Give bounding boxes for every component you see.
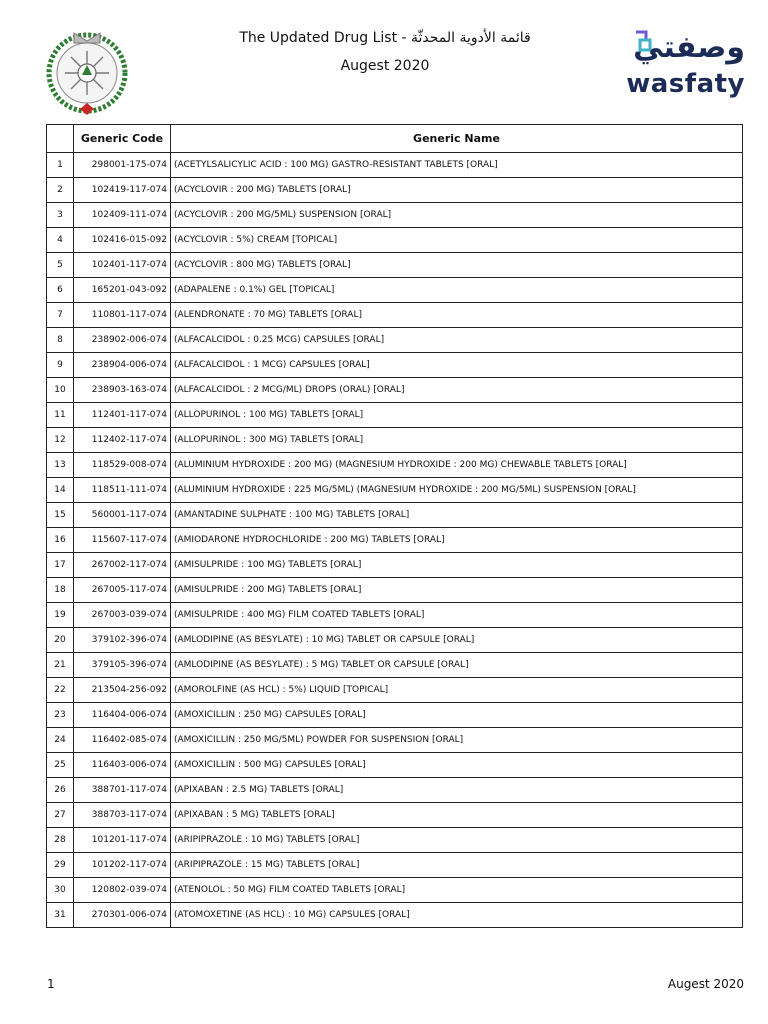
column-header-index (47, 125, 74, 153)
row-number: 26 (47, 778, 74, 803)
row-number: 11 (47, 403, 74, 428)
generic-code-cell: 102419-117-074 (74, 178, 171, 203)
generic-name-cell: (ALLOPURINOL : 100 MG) TABLETS [ORAL] (171, 403, 743, 428)
generic-code-cell: 118529-008-074 (74, 453, 171, 478)
generic-code-cell: 101201-117-074 (74, 828, 171, 853)
row-number: 14 (47, 478, 74, 503)
generic-code-cell: 102409-111-074 (74, 203, 171, 228)
generic-code-cell: 388703-117-074 (74, 803, 171, 828)
table-row (47, 778, 743, 803)
generic-code-cell: 267003-039-074 (74, 603, 171, 628)
row-number: 7 (47, 303, 74, 328)
table-row (47, 353, 743, 378)
column-header-generic-name: Generic Name (171, 125, 743, 153)
generic-name-cell: (ADAPALENE : 0.1%) GEL [TOPICAL] (171, 278, 743, 303)
table-row (47, 528, 743, 553)
row-number: 19 (47, 603, 74, 628)
row-number: 4 (47, 228, 74, 253)
logo-english-text: wasfaty (626, 69, 745, 99)
table-row (47, 303, 743, 328)
generic-code-cell: 116404-006-074 (74, 703, 171, 728)
generic-name-cell: (ALFACALCIDOL : 0.25 MCG) CAPSULES [ORAL] (171, 328, 743, 353)
generic-name-cell: (ALENDRONATE : 70 MG) TABLETS [ORAL] (171, 303, 743, 328)
emblem-logo (44, 27, 130, 115)
table-row (47, 253, 743, 278)
generic-code-cell: 101202-117-074 (74, 853, 171, 878)
generic-code-cell: 379102-396-074 (74, 628, 171, 653)
page-subtitle: Augest 2020 (340, 58, 430, 74)
table-row (47, 378, 743, 403)
generic-name-cell: (AMLODIPINE (AS BESYLATE) : 10 MG) TABLET OR CAPSULE [ORAL] (171, 628, 743, 653)
row-number: 21 (47, 653, 74, 678)
row-number: 23 (47, 703, 74, 728)
row-number: 27 (47, 803, 74, 828)
row-number: 18 (47, 578, 74, 603)
row-number: 8 (47, 328, 74, 353)
generic-name-cell: (ACYCLOVIR : 800 MG) TABLETS [ORAL] (171, 253, 743, 278)
row-number: 12 (47, 428, 74, 453)
table-row (47, 653, 743, 678)
row-number: 28 (47, 828, 74, 853)
row-number: 16 (47, 528, 74, 553)
generic-code-cell: 112402-117-074 (74, 428, 171, 453)
generic-code-cell: 102416-015-092 (74, 228, 171, 253)
row-number: 9 (47, 353, 74, 378)
table-row (47, 278, 743, 303)
generic-code-cell: 388701-117-074 (74, 778, 171, 803)
generic-name-cell: (AMANTADINE SULPHATE : 100 MG) TABLETS [ORAL] (171, 503, 743, 528)
table-header-row (47, 125, 743, 153)
generic-code-cell: 267002-117-074 (74, 553, 171, 578)
generic-name-cell: (AMIODARONE HYDROCHLORIDE : 200 MG) TABLETS [ORAL] (171, 528, 743, 553)
generic-code-cell: 238903-163-074 (74, 378, 171, 403)
generic-name-cell: (ALLOPURINOL : 300 MG) TABLETS [ORAL] (171, 428, 743, 453)
generic-name-cell: (AMISULPRIDE : 100 MG) TABLETS [ORAL] (171, 553, 743, 578)
table-row (47, 153, 743, 178)
generic-name-cell: (ALUMINIUM HYDROXIDE : 200 MG) (MAGNESIUM HYDROXIDE : 200 MG) CHEWABLE TABLETS [ORAL] (171, 453, 743, 478)
table-row (47, 603, 743, 628)
table-row (47, 478, 743, 503)
generic-name-cell: (ALFACALCIDOL : 2 MCG/ML) DROPS (ORAL) [ORAL] (171, 378, 743, 403)
generic-code-cell: 118511-111-074 (74, 478, 171, 503)
row-number: 1 (47, 153, 74, 178)
row-number: 25 (47, 753, 74, 778)
table-row (47, 828, 743, 853)
row-number: 29 (47, 853, 74, 878)
table-row (47, 328, 743, 353)
row-number: 3 (47, 203, 74, 228)
table-row (47, 678, 743, 703)
table-row (47, 578, 743, 603)
table-row (47, 853, 743, 878)
generic-code-cell: 116403-006-074 (74, 753, 171, 778)
row-number: 24 (47, 728, 74, 753)
generic-name-cell: (ACETYLSALICYLIC ACID : 100 MG) GASTRO-RESISTANT TABLETS [ORAL] (171, 153, 743, 178)
generic-name-cell: (AMLODIPINE (AS BESYLATE) : 5 MG) TABLET OR CAPSULE [ORAL] (171, 653, 743, 678)
generic-code-cell: 110801-117-074 (74, 303, 171, 328)
table-row (47, 753, 743, 778)
generic-name-cell: (ACYCLOVIR : 5%) CREAM [TOPICAL] (171, 228, 743, 253)
generic-name-cell: (APIXABAN : 5 MG) TABLETS [ORAL] (171, 803, 743, 828)
generic-name-cell: (AMOXICILLIN : 250 MG) CAPSULES [ORAL] (171, 703, 743, 728)
generic-code-cell: 120802-039-074 (74, 878, 171, 903)
page-number: 1 (47, 977, 55, 991)
table-row (47, 628, 743, 653)
title-block (200, 30, 570, 74)
generic-name-cell: (ARIPIPRAZOLE : 15 MG) TABLETS [ORAL] (171, 853, 743, 878)
table-row (47, 178, 743, 203)
generic-name-cell: (AMOROLFINE (AS HCL) : 5%) LIQUID [TOPICAL] (171, 678, 743, 703)
table-row (47, 428, 743, 453)
generic-name-cell: (AMOXICILLIN : 250 MG/5ML) POWDER FOR SUSPENSION [ORAL] (171, 728, 743, 753)
row-number: 30 (47, 878, 74, 903)
row-number: 15 (47, 503, 74, 528)
table-row (47, 403, 743, 428)
generic-code-cell: 238902-006-074 (74, 328, 171, 353)
generic-name-cell: (ATOMOXETINE (AS HCL) : 10 MG) CAPSULES [ORAL] (171, 903, 743, 928)
generic-code-cell: 298001-175-074 (74, 153, 171, 178)
footer-date: Augest 2020 (667, 977, 744, 991)
row-number: 5 (47, 253, 74, 278)
generic-code-cell: 102401-117-074 (74, 253, 171, 278)
generic-name-cell: (ACYCLOVIR : 200 MG/5ML) SUSPENSION [ORAL] (171, 203, 743, 228)
table-row (47, 203, 743, 228)
row-number: 20 (47, 628, 74, 653)
table-row (47, 703, 743, 728)
page-header (0, 0, 768, 124)
generic-code-cell: 112401-117-074 (74, 403, 171, 428)
table-row (47, 453, 743, 478)
table-row (47, 503, 743, 528)
generic-code-cell: 270301-006-074 (74, 903, 171, 928)
generic-name-cell: (ARIPIPRAZOLE : 10 MG) TABLETS [ORAL] (171, 828, 743, 853)
table-row (47, 878, 743, 903)
generic-code-cell: 165201-043-092 (74, 278, 171, 303)
wasfaty-logo (626, 28, 745, 100)
column-header-generic-code: Generic Code (74, 125, 171, 153)
drug-table (46, 124, 743, 928)
page-title: The Updated Drug List - قائمة الأدوية المحدثّة (239, 30, 531, 46)
table-row (47, 728, 743, 753)
generic-name-cell: (ALUMINIUM HYDROXIDE : 225 MG/5ML) (MAGNESIUM HYDROXIDE : 200 MG/5ML) SUSPENSION [ORAL] (171, 478, 743, 503)
logo-arabic-text: وصفتي (633, 30, 745, 65)
generic-name-cell: (ATENOLOL : 50 MG) FILM COATED TABLETS [ORAL] (171, 878, 743, 903)
generic-code-cell: 238904-006-074 (74, 353, 171, 378)
generic-code-cell: 560001-117-074 (74, 503, 171, 528)
row-number: 6 (47, 278, 74, 303)
row-number: 13 (47, 453, 74, 478)
table-row (47, 803, 743, 828)
table-row (47, 553, 743, 578)
generic-name-cell: (APIXABAN : 2.5 MG) TABLETS [ORAL] (171, 778, 743, 803)
generic-code-cell: 115607-117-074 (74, 528, 171, 553)
row-number: 2 (47, 178, 74, 203)
table-row (47, 228, 743, 253)
generic-code-cell: 213504-256-092 (74, 678, 171, 703)
generic-name-cell: (ALFACALCIDOL : 1 MCG) CAPSULES [ORAL] (171, 353, 743, 378)
row-number: 22 (47, 678, 74, 703)
row-number: 17 (47, 553, 74, 578)
generic-name-cell: (AMISULPRIDE : 400 MG) FILM COATED TABLETS [ORAL] (171, 603, 743, 628)
table-row (47, 903, 743, 928)
generic-name-cell: (AMOXICILLIN : 500 MG) CAPSULES [ORAL] (171, 753, 743, 778)
generic-name-cell: (AMISULPRIDE : 200 MG) TABLETS [ORAL] (171, 578, 743, 603)
generic-code-cell: 267005-117-074 (74, 578, 171, 603)
generic-code-cell: 116402-085-074 (74, 728, 171, 753)
row-number: 31 (47, 903, 74, 928)
row-number: 10 (47, 378, 74, 403)
generic-name-cell: (ACYCLOVIR : 200 MG) TABLETS [ORAL] (171, 178, 743, 203)
generic-code-cell: 379105-396-074 (74, 653, 171, 678)
